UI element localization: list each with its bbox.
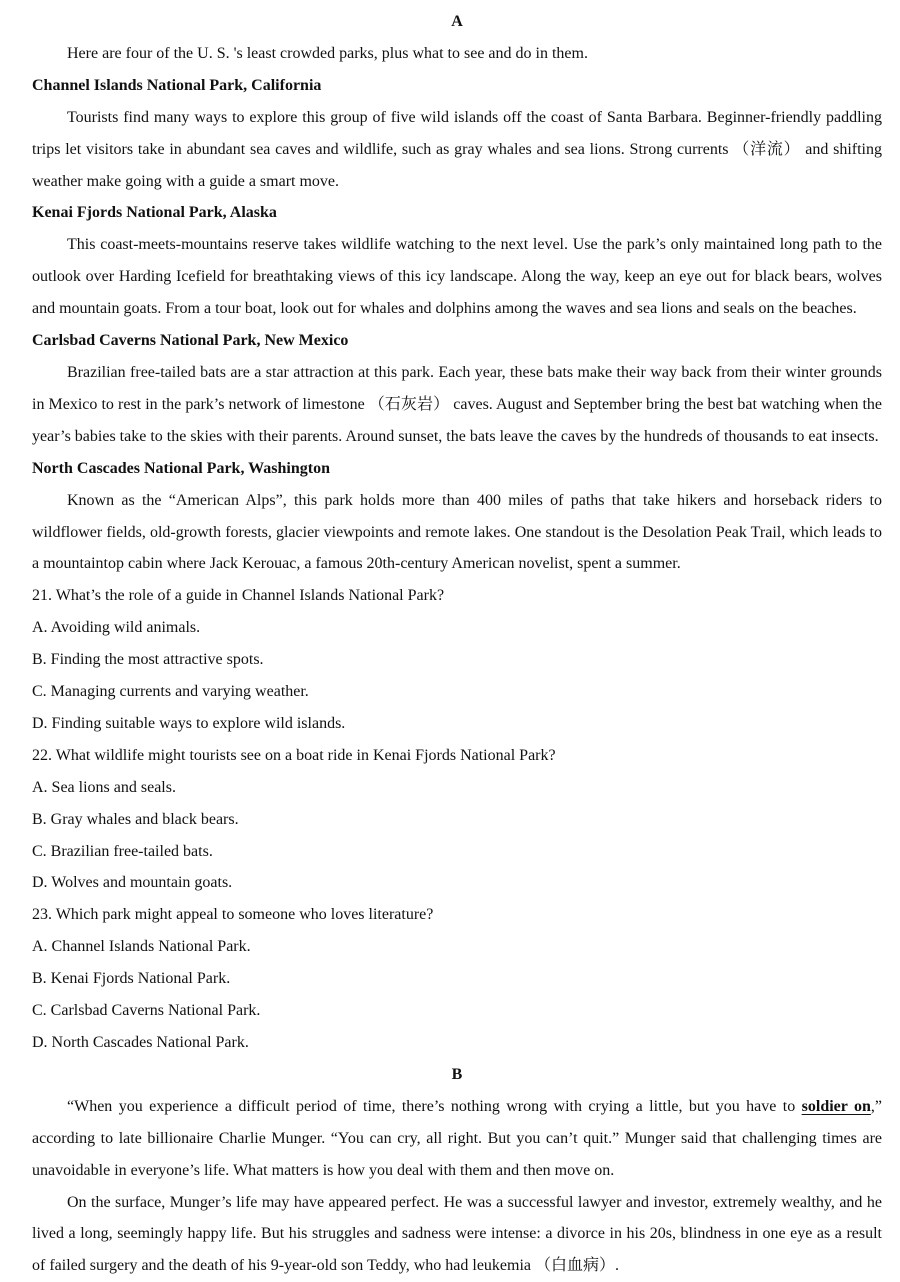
park-paragraph: Known as the “American Alps”, this park holds more than 400 miles of paths that take hikers and horseback riders to wildflower fields, old-growth forests, glacier viewpoints and remote lakes. One standout is the Desolation Peak Trail, which leads to a mountaintop cabin where Jack Kerouac, a famous 20th-century American novelist, spent a summer.: [32, 491, 882, 573]
option-b: B. Gray whales and black bears.: [32, 810, 239, 828]
document-page: [32, 6, 882, 1282]
option-a: A. Avoiding wild animals.: [32, 619, 201, 637]
passage-b-paragraph-1: [32, 1091, 882, 1187]
question-options: [32, 931, 882, 1059]
option-a: A. Sea lions and seals.: [32, 778, 176, 796]
option-c: C. Carlsbad Caverns National Park.: [32, 1002, 261, 1020]
paragraph-text: “When you experience a difficult period of time, there’s nothing wrong with crying a little, but you have to: [67, 1097, 802, 1115]
section-b-label: B: [451, 1065, 463, 1083]
question-stem: 23. Which park might appeal to someone who loves literature?: [32, 906, 434, 924]
option-a: A. Channel Islands National Park.: [32, 938, 251, 956]
park-heading: Carlsbad Caverns National Park, New Mexico: [32, 332, 349, 350]
underlined-phrase: soldier on: [801, 1097, 871, 1115]
question-options: [32, 612, 882, 740]
option-c: C. Brazilian free-tailed bats.: [32, 842, 213, 860]
question-stem: 22. What wildlife might tourists see on a boat ride in Kenai Fjords National Park?: [32, 746, 556, 764]
park-paragraph: This coast-meets-mountains reserve takes wildlife watching to the next level. Use the park’s only maintained long path to the outlook over Harding Icefield for breathtaking views of this icy landscape. Along the way, keep an eye out for black bears, wolves and mountain goats. From a tour boat, look out for whales and dolphins among the waves and sea lions and seals on the beaches.: [32, 236, 882, 318]
question-options: [32, 772, 882, 900]
option-b: B. Finding the most attractive spots.: [32, 651, 264, 669]
option-d: D. Wolves and mountain goats.: [32, 874, 233, 892]
intro-paragraph: Here are four of the U. S. 's least crowded parks, plus what to see and do in them.: [67, 44, 588, 62]
park-heading: Channel Islands National Park, California: [32, 76, 322, 94]
option-b: B. Kenai Fjords National Park.: [32, 970, 231, 988]
park-heading: North Cascades National Park, Washington: [32, 459, 330, 477]
park-heading: Kenai Fjords National Park, Alaska: [32, 204, 277, 222]
option-d: D. North Cascades National Park.: [32, 1034, 249, 1051]
section-a-label: A: [451, 13, 463, 30]
option-d: D. Finding suitable ways to explore wild islands.: [32, 714, 346, 732]
paragraph-text: ,” according to late billionaire Charlie Munger. “You can cry, all right. But you can’t quit.” Munger said that challenging times are unavoidable in everyone’s life. What matters is how you deal with them and then move on.: [32, 1097, 883, 1179]
option-c: C. Managing currents and varying weather.: [32, 683, 309, 701]
question-stem: 21. What’s the role of a guide in Channel Islands National Park?: [32, 587, 445, 605]
park-paragraph: Tourists find many ways to explore this group of five wild islands off the coast of Santa Barbara. Beginner-friendly paddling trips let visitors take in abundant sea caves and wildlife, such as gray whales and sea lions. Strong currents （洋流） and shifting weather make going with a guide a smart move.: [32, 108, 882, 190]
park-paragraph: Brazilian free-tailed bats are a star attraction at this park. Each year, these bats make their way back from their winter grounds in Mexico to rest in the park’s network of limestone （石灰岩） caves. August and September bring the best bat watching when the year’s babies take to the skies with their parents. Around sunset, the bats leave the caves by the hundreds of thousands to eat insects.: [32, 363, 882, 445]
passage-b-paragraph-2: On the surface, Munger’s life may have appeared perfect. He was a successful lawyer and investor, extremely wealthy, and he lived a long, seemingly happy life. But his struggles and sadness were intense: a divorce in his 20s, blindness in one eye as a result of failed surgery and the death of his 9-year-old son Teddy, who had leukemia （白血病）.: [32, 1193, 882, 1275]
